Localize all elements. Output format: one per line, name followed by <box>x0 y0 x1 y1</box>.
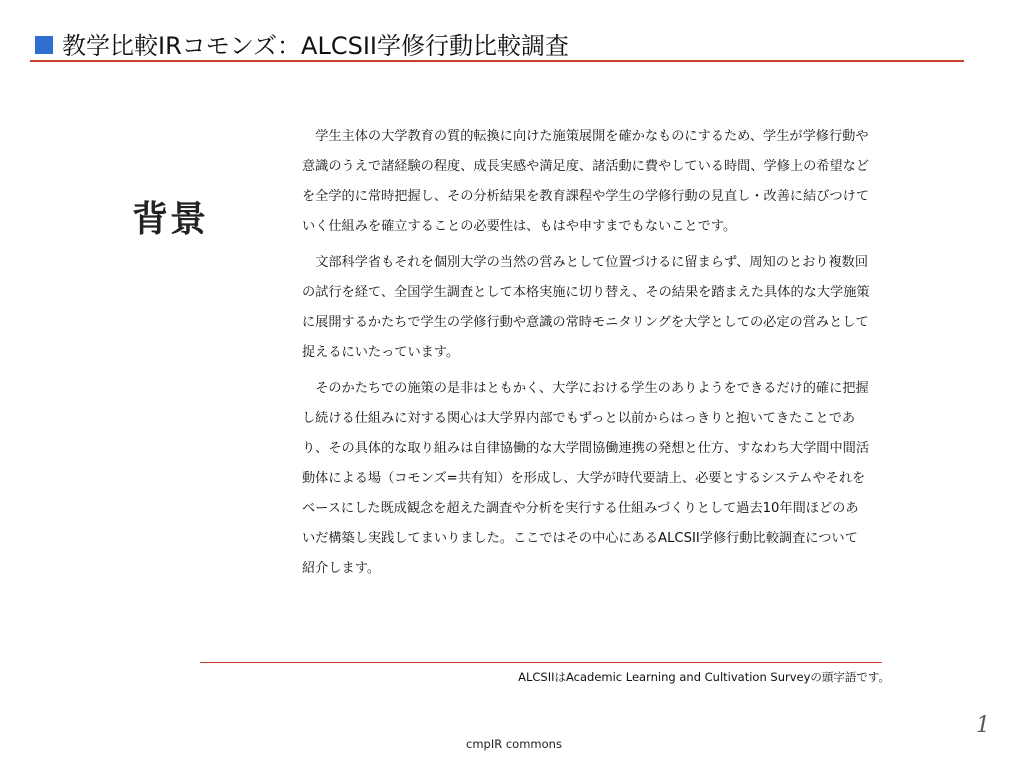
slide-header <box>32 30 972 64</box>
slide-title: 教学比較IRコモンズ：ALCSII学修行動比較調査 <box>62 32 569 60</box>
body-paragraph: そのかたちでの施策の是非はともかく、大学における学生のありようをできるだけ的確に把握し続ける仕組みに対する関心は大学界内部でもずっと以前からはっきりと抱いてきたことであり、その具体的な取り組みは自律協働的な大学間協働連携の発想と仕方、すなわち大学間中間活動体による場（コモンズ=共有知）を形成し、大学が時代要請上、必要とするシステムやそれをベースにした既成観念を超えた調査や分析を実行する仕組みづくりとして過去10年間ほどのあいだ構築し実践してまいりました。ここではその中心にあるALCSII学修行動比較調査について紹介します。 <box>302 381 870 576</box>
header-divider <box>30 60 964 62</box>
footer-brand: cmpIR commons <box>466 737 562 751</box>
footnote-divider <box>200 662 882 663</box>
body-paragraph: 文部科学省もそれを個別大学の当然の営みとして位置づけるに留まらず、周知のとおり複数回の試行を経て、全国学生調査として本格実施に切り替え、その結果を踏まえた具体的な大学施策に展開するかたちで学生の学修行動や意識の常時モニタリングを大学としての必定の営みとして捉えるにいたっています。 <box>302 255 870 360</box>
page-number: 1 <box>976 713 990 738</box>
section-heading: 背景 <box>132 199 209 240</box>
body-text <box>302 122 870 584</box>
body-paragraph: 学生主体の大学教育の質的転換に向けた施策展開を確かなものにするため、学生が学修行動や意識のうえで諸経験の程度、成長実感や満足度、諸活動に費やしている時間、学修上の希望などを全学的に常時把握し、その分析結果を教育課程や学生の学修行動の見直し・改善に結びつけていく仕組みを確立することの必要性は、もはや申すまでもないことです。 <box>302 129 870 234</box>
title-bullet-square-icon <box>35 36 53 54</box>
footnote: ALCSIIはAcademic Learning and Cultivation Surveyの頭字語です。 <box>518 670 890 684</box>
